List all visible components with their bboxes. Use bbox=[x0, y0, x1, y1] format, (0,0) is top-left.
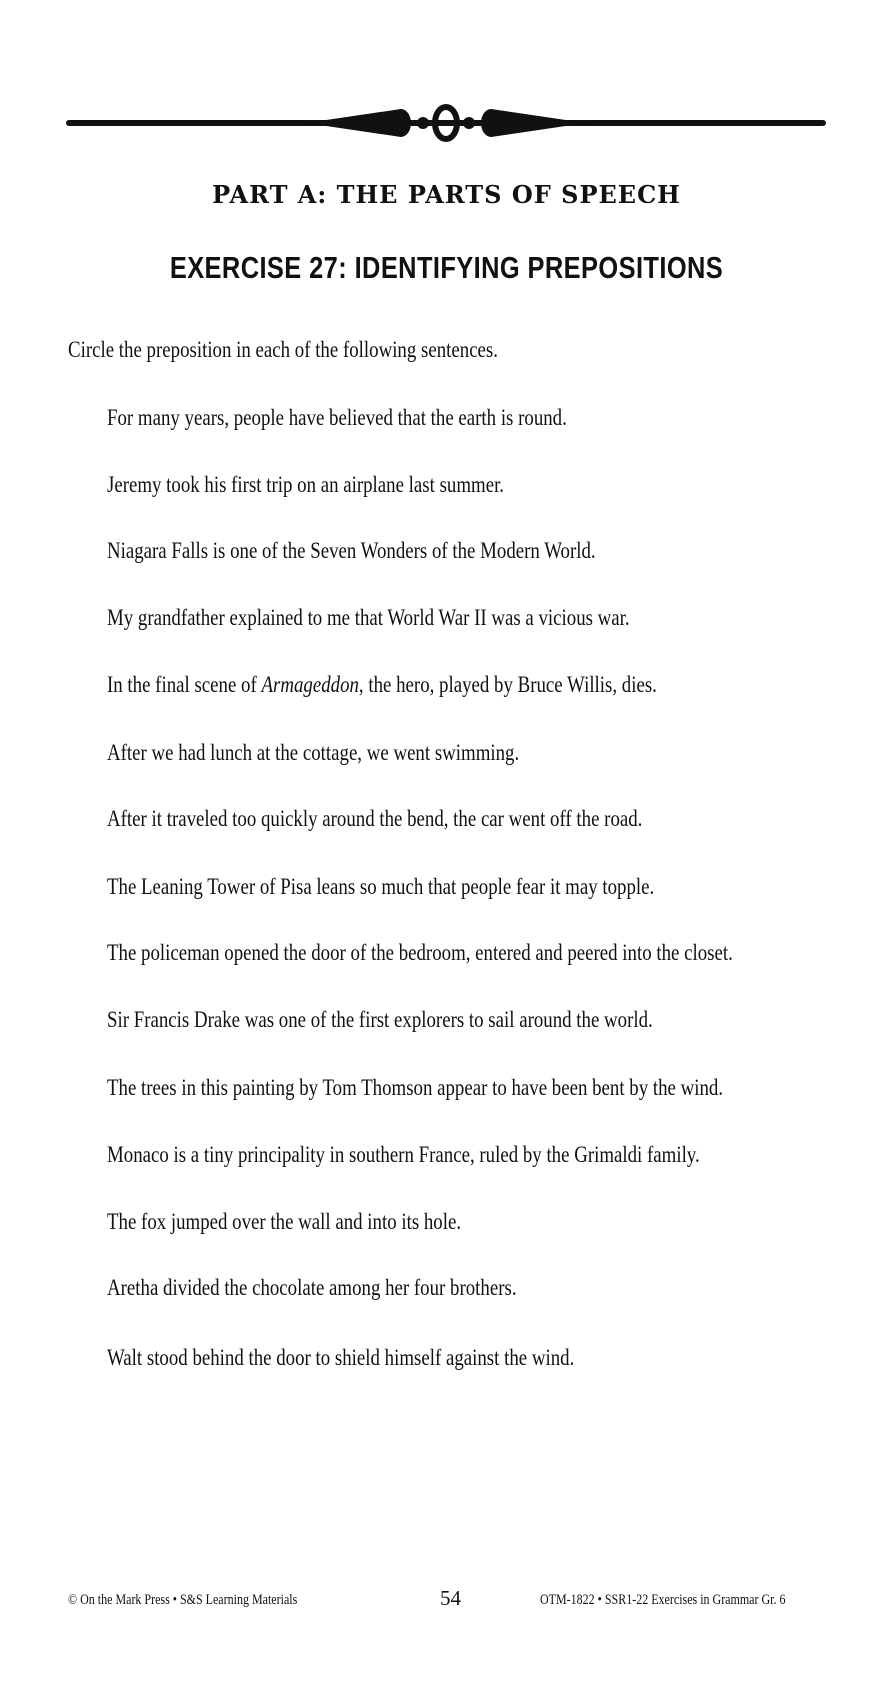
item-sentence: For many years, people have believed that the earth is round. bbox=[107, 405, 567, 430]
movie-title: Armageddon bbox=[261, 672, 359, 697]
item-sentence: The policeman opened the door of the bedroom, entered and peered into the closet. bbox=[107, 940, 733, 965]
item-sentence: Monaco is a tiny principality in southern France, ruled by the Grimaldi family. bbox=[107, 1142, 700, 1167]
footer-product-code: OTM-1822 • SSR1-22 Exercises in Grammar Gr. 6 bbox=[540, 1592, 786, 1608]
item-sentence: The trees in this painting by Tom Thomson appear to have been bent by the wind. bbox=[107, 1075, 724, 1100]
item-sentence: The Leaning Tower of Pisa leans so much that people fear it may topple. bbox=[107, 874, 655, 899]
sentence-part: In the final scene of bbox=[107, 672, 262, 697]
item-sentence: My grandfather explained to me that World War II was a vicious war. bbox=[107, 605, 630, 630]
page-number: 54 bbox=[440, 1586, 461, 1610]
item-sentence: The fox jumped over the wall and into its hole. bbox=[107, 1209, 462, 1234]
item-sentence bbox=[107, 672, 657, 698]
instructions: Circle the preposition in each of the following sentences. bbox=[68, 337, 498, 362]
item-sentence: After it traveled too quickly around the bend, the car went off the road. bbox=[107, 806, 643, 831]
decorative-divider-icon bbox=[66, 98, 826, 148]
item-sentence: Aretha divided the chocolate among her four brothers. bbox=[107, 1275, 517, 1300]
footer-copyright: © On the Mark Press • S&S Learning Materials bbox=[68, 1592, 298, 1608]
exercise-title: EXERCISE 27: IDENTIFYING PREPOSITIONS bbox=[169, 250, 724, 285]
item-sentence: Niagara Falls is one of the Seven Wonders of the Modern World. bbox=[107, 538, 596, 563]
sentence-part: , the hero, played by Bruce Willis, dies. bbox=[358, 672, 657, 697]
item-sentence: Walt stood behind the door to shield himself against the wind. bbox=[107, 1345, 575, 1370]
item-sentence: Sir Francis Drake was one of the first explorers to sail around the world. bbox=[107, 1007, 653, 1032]
item-sentence: After we had lunch at the cottage, we went swimming. bbox=[107, 740, 520, 765]
part-title: PART A: THE PARTS OF SPEECH bbox=[212, 180, 681, 209]
item-sentence: Jeremy took his first trip on an airplane last summer. bbox=[107, 472, 505, 497]
